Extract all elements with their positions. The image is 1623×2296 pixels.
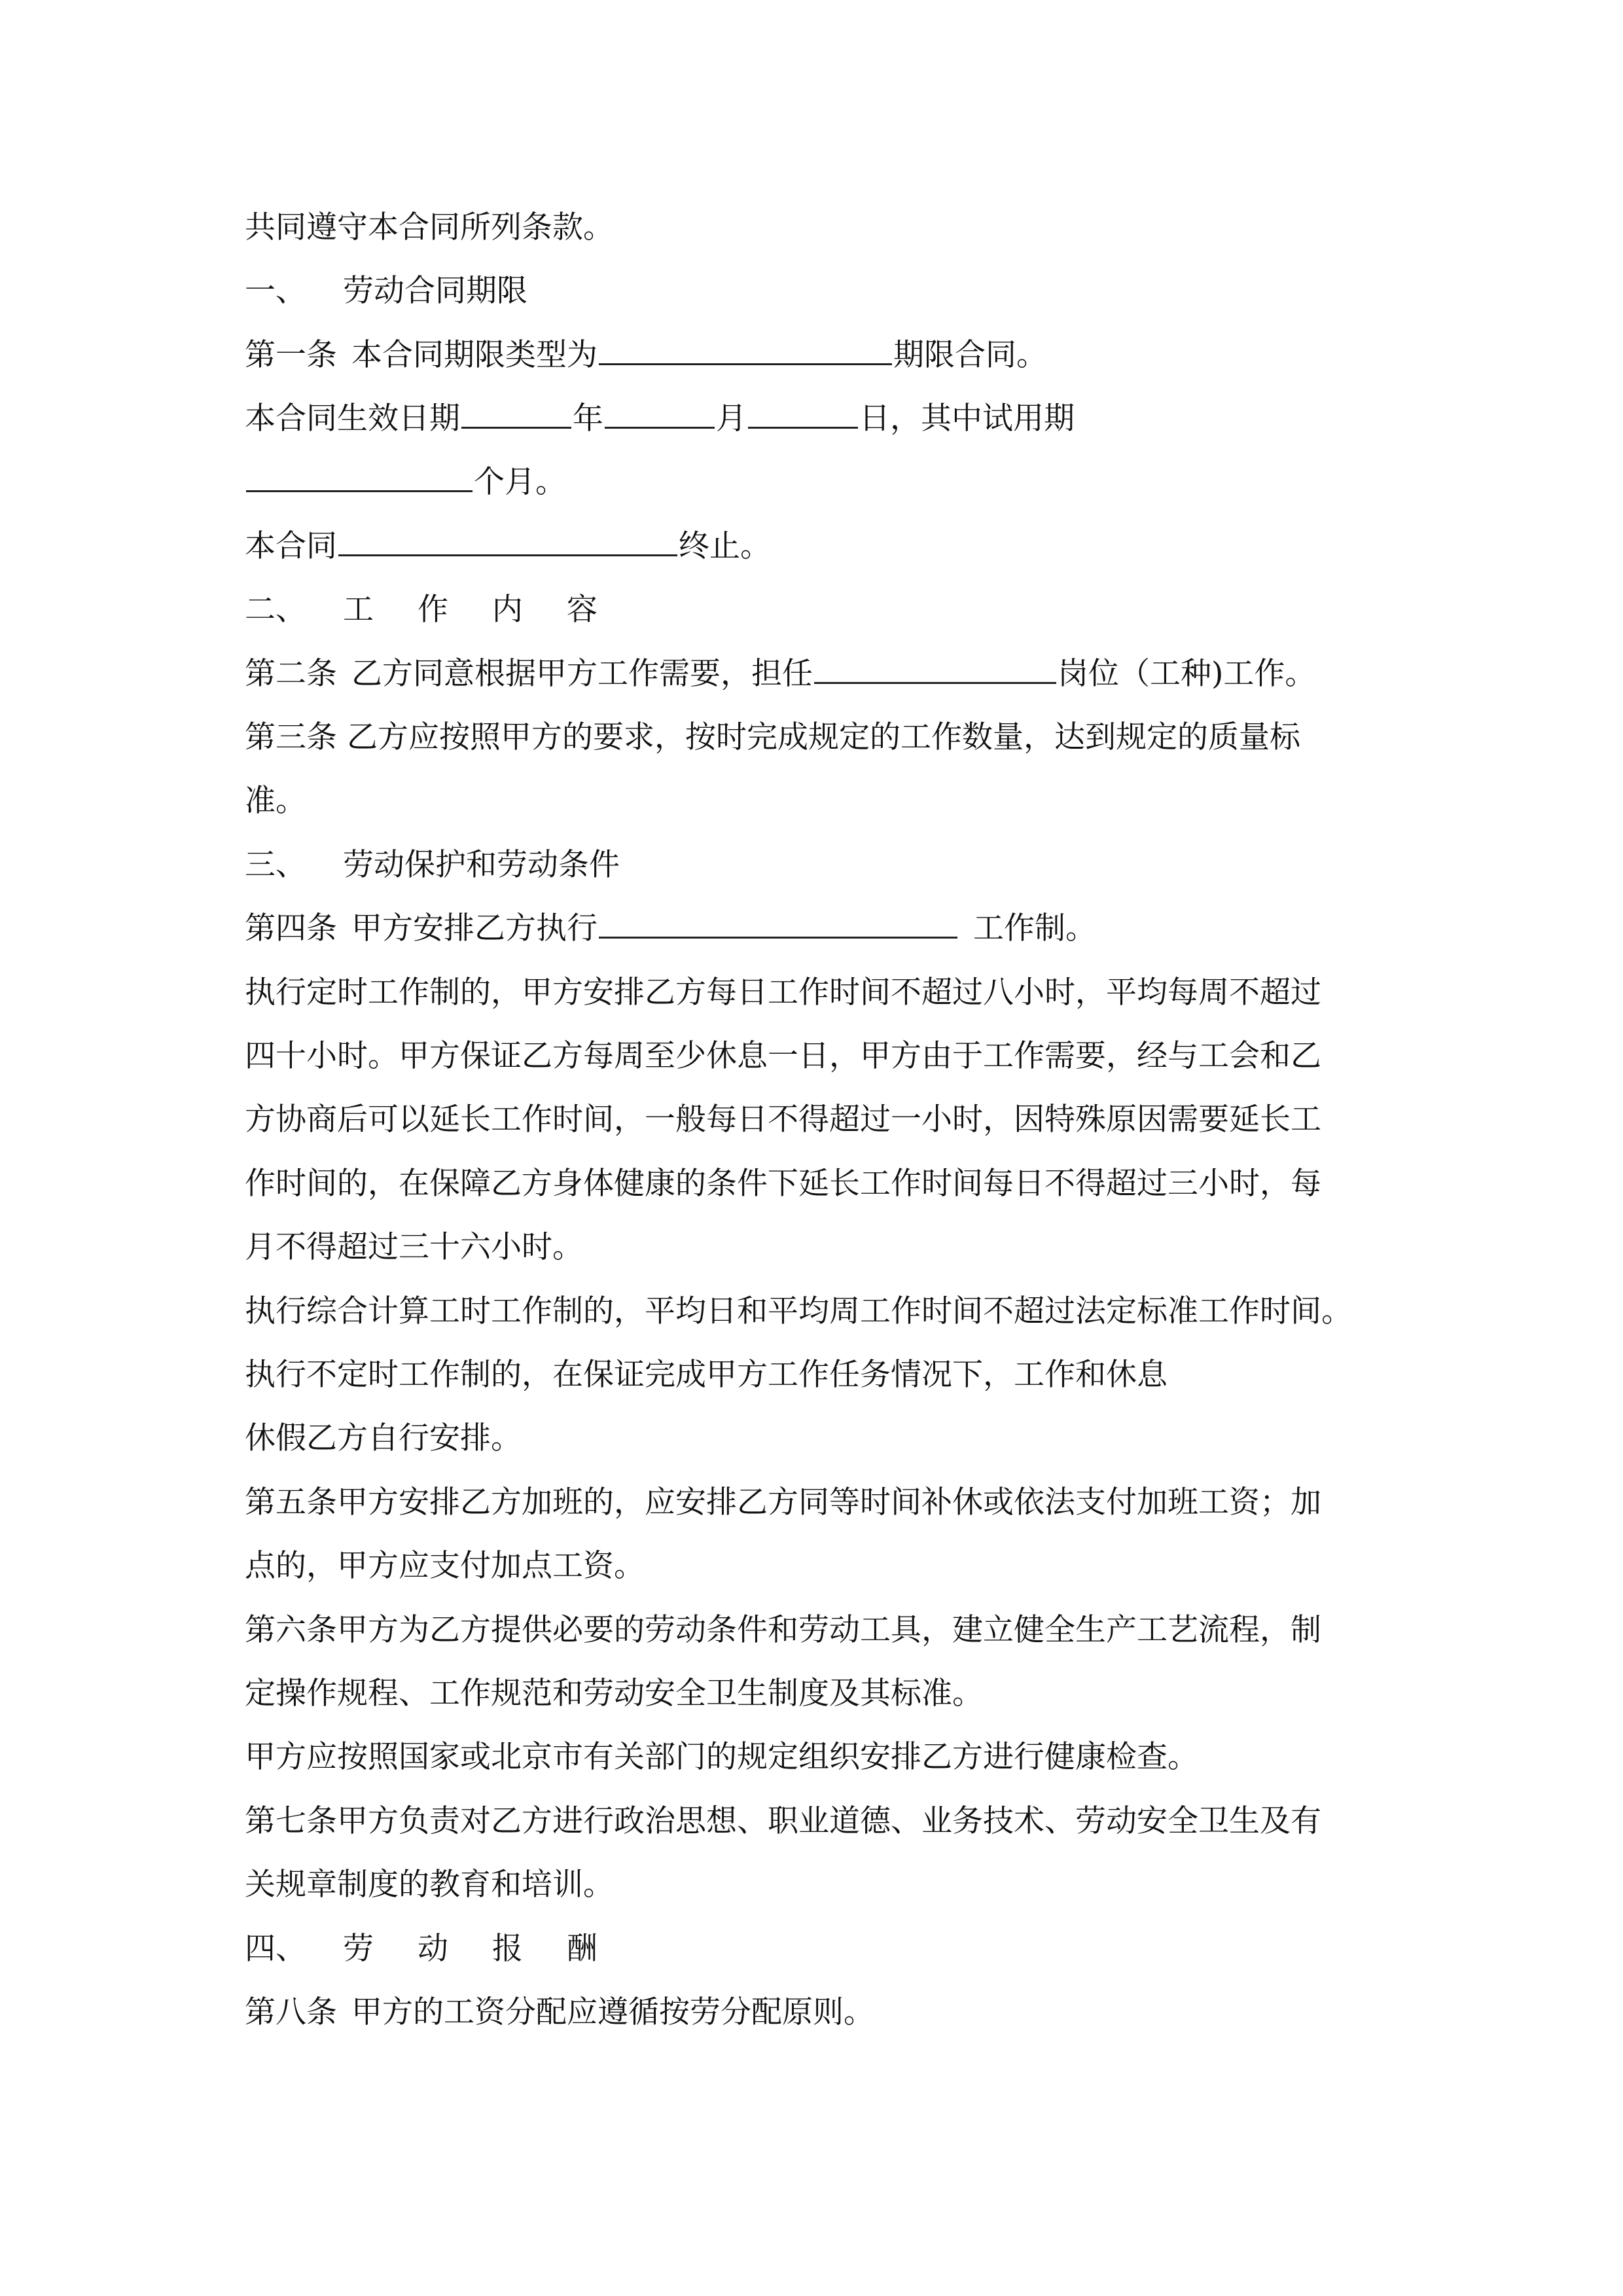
line-text: 终止。 (679, 528, 771, 564)
probation-line (245, 456, 566, 509)
line-text: 第三条 乙方应按照甲方的要求，按时完成规定的工作数量，达到规定的质量标 (245, 719, 1300, 755)
article-8 (245, 1986, 874, 2039)
line-text: 月不得超过三十六小时。 (245, 1229, 583, 1265)
text-line (245, 1540, 645, 1592)
month-label: 月 (716, 401, 747, 437)
article-2 (245, 648, 1315, 700)
line-text: 第六条甲方为乙方提供必要的劳动条件和劳动工具，建立健全生产工艺流程，制 (245, 1612, 1321, 1648)
text-line (245, 1668, 983, 1720)
article-text: 甲方的工资分配应遵循按劳分配原则。 (351, 1994, 874, 2030)
text-line (245, 711, 1300, 764)
line-text: 执行定时工作制的，甲方安排乙方每日工作时间不超过八小时，平均每周不超过 (245, 975, 1321, 1011)
line-text: 准。 (245, 783, 306, 819)
line-text: 本合同 (245, 528, 337, 564)
text-line (245, 1604, 1321, 1657)
line-text: 执行不定时工作制的，在保证完成甲方工作任务情况下，工作和休息 (245, 1357, 1168, 1393)
section-number: 二、 (245, 592, 306, 628)
article-label: 第一条 (245, 337, 337, 373)
line-text: 个月。 (474, 464, 566, 500)
text-line (245, 1477, 1321, 1529)
termination-line (245, 520, 771, 573)
article-text: 岗位（工种)工作。 (1058, 656, 1316, 692)
article-text: 期限合同。 (893, 337, 1047, 373)
article-label: 第四条 (245, 910, 337, 946)
line-text: 共同遵守本合同所列条款。 (245, 209, 614, 245)
text-line (245, 1859, 614, 1911)
article-text: 工作制。 (973, 910, 1096, 946)
article-text: 甲方安排乙方执行 (351, 910, 597, 946)
article-1 (245, 329, 1047, 382)
text-line (245, 967, 1321, 1019)
line-text: 关规章制度的教育和培训。 (245, 1867, 614, 1903)
article-label: 第八条 (245, 1994, 337, 2030)
text-line (245, 1412, 522, 1465)
line-text: 第七条甲方负责对乙方进行政治思想、职业道德、业务技术、劳动安全卫生及有 (245, 1803, 1321, 1839)
year-label: 年 (573, 401, 603, 437)
text-line (245, 775, 306, 827)
line-text: 执行综合计算工时工作制的，平均日和平均周工作时间不超过法定标准工作时间。 (245, 1293, 1352, 1329)
line-text: 点的，甲方应支付加点工资。 (245, 1548, 645, 1584)
text-line (245, 1158, 1321, 1210)
text-line (245, 1221, 583, 1274)
section-number: 四、 (245, 1931, 306, 1967)
section-title: 劳 动 报 酬 (343, 1931, 615, 1967)
fill-blank[interactable] (599, 331, 892, 365)
probation-blank[interactable] (246, 457, 473, 492)
section-heading (245, 584, 615, 636)
text-line (245, 1030, 1321, 1083)
line-text: 作时间的，在保障乙方身体健康的条件下延长工作时间每日不得超过三小时，每 (245, 1166, 1321, 1202)
work-system-blank[interactable] (599, 904, 957, 939)
effective-date-line (245, 393, 1075, 445)
article-text: 本合同期限类型为 (351, 337, 597, 373)
line-text: 定操作规程、工作规范和劳动安全卫生制度及其标准。 (245, 1676, 983, 1712)
day-blank[interactable] (748, 394, 858, 429)
year-blank[interactable] (461, 394, 571, 429)
text-line (245, 202, 614, 254)
section-number: 一、 (245, 273, 306, 309)
section-number: 三、 (245, 847, 306, 883)
section-heading (245, 839, 620, 891)
line-text: 方协商后可以延长工作时间，一般每日不得超过一小时，因特殊原因需要延长工 (245, 1102, 1321, 1138)
section-title: 劳动保护和劳动条件 (343, 847, 620, 883)
line-text: 本合同生效日期 (245, 401, 460, 437)
position-blank[interactable] (814, 649, 1056, 684)
line-text: 休假乙方自行安排。 (245, 1420, 522, 1456)
line-text: 第五条甲方安排乙方加班的，应安排乙方同等时间补休或依法支付加班工资；加 (245, 1484, 1321, 1520)
day-label: 日，其中试用期 (859, 401, 1075, 437)
article-label: 第二条 (245, 656, 337, 692)
article-4 (245, 903, 1096, 955)
text-line (245, 1731, 1198, 1784)
section-heading (245, 265, 527, 317)
line-text: 四十小时。甲方保证乙方每周至少休息一日，甲方由于工作需要，经与工会和乙 (245, 1038, 1321, 1074)
termination-blank[interactable] (338, 522, 677, 556)
section-title: 劳动合同期限 (343, 273, 527, 309)
text-line (245, 1349, 1168, 1401)
month-blank[interactable] (605, 394, 715, 429)
text-line (245, 1285, 1352, 1338)
line-text: 甲方应按照国家或北京市有关部门的规定组织安排乙方进行健康检查。 (245, 1739, 1198, 1775)
section-heading (245, 1923, 615, 1975)
text-line (245, 1094, 1321, 1146)
text-line (245, 1795, 1321, 1848)
article-text: 乙方同意根据甲方工作需要，担任 (351, 656, 813, 692)
section-title: 工 作 内 容 (343, 592, 615, 628)
